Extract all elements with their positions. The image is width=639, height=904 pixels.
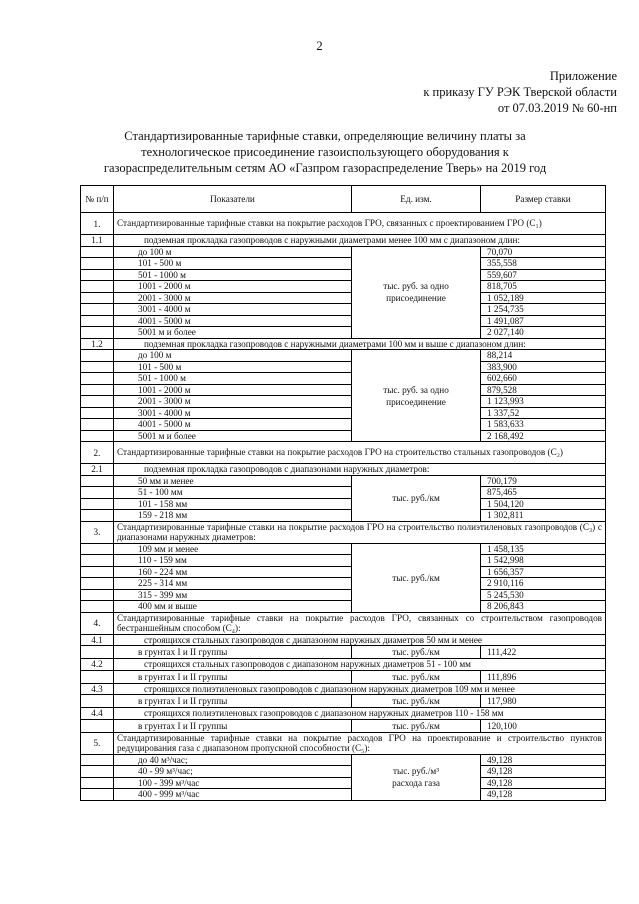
unit-line-1: тыс. руб./м³ [393,766,439,776]
empty-cell [81,646,114,659]
subsection-number: 1.2 [81,338,114,350]
unit-cell: тыс. руб. за одно присоединение [352,246,481,338]
subsection-number: 4.2 [81,659,114,671]
subsection-2-1 [81,464,606,476]
unit-cell: тыс. руб./км [352,543,481,612]
row-value: 111,422 [481,646,606,659]
subsection-number: 1.1 [81,235,114,247]
subsection-number: 4.4 [81,708,114,720]
subsection-4-2 [81,659,606,671]
row-name: 400 мм и выше [114,601,352,613]
row-value: 49,128 [481,789,606,801]
unit-cell: тыс. руб./км [352,695,481,708]
empty-cell [81,789,114,801]
empty-cell [81,292,114,304]
subsection-text: строящихся стальных газопроводов с диапазоном наружных диаметров 50 мм и менее [114,634,606,646]
empty-cell [81,777,114,789]
empty-cell [81,766,114,778]
row-value: 1 254,735 [481,304,606,316]
row-value: 117,980 [481,695,606,708]
empty-cell [81,510,114,522]
empty-cell [81,670,114,683]
table-row [81,419,606,431]
unit-cell: тыс. руб./км [352,670,481,683]
section-text: Стандартизированные тарифные ставки на покрытие расходов ГРО на строительство стальных газопроводов (C₂) [114,442,606,464]
row-name: в грунтах I и II группы [114,719,352,732]
table-body [81,213,606,801]
row-name: до 40 м³/час; [114,754,352,766]
unit-cell [352,754,481,800]
row-value: 49,128 [481,754,606,766]
row-name: в грунтах I и II группы [114,646,352,659]
row-value: 383,900 [481,361,606,373]
table-row [81,695,606,708]
section-5 [81,732,606,754]
table-row [81,754,606,766]
subsection-text: строящихся полиэтиленовых газопроводов с диапазоном наружных диаметров 109 мм и менее [114,683,606,695]
table-row [81,487,606,499]
row-value: 111,896 [481,670,606,683]
unit-cell: тыс. руб./км [352,719,481,732]
row-value: 120,100 [481,719,606,732]
row-value: 1 123,993 [481,396,606,408]
row-value: 1 542,998 [481,555,606,567]
section-3 [81,521,606,543]
empty-cell [81,269,114,281]
empty-cell [81,384,114,396]
table-row [81,246,606,258]
empty-cell [81,754,114,766]
empty-cell [81,555,114,567]
row-value: 1 583,633 [481,419,606,431]
unit-cell: тыс. руб./км [352,475,481,521]
row-value: 559,607 [481,269,606,281]
unit-cell: тыс. руб. за одно присоединение [352,350,481,442]
row-value: 355,558 [481,258,606,270]
table-row [81,384,606,396]
row-name: 101 - 158 мм [114,498,352,510]
row-name: 110 - 159 мм [114,555,352,567]
appendix-line-1: Приложение [549,69,617,83]
row-value: 8 206,843 [481,601,606,613]
table-row [81,498,606,510]
section-number: 2. [81,442,114,464]
header-no: № п/п [81,186,114,213]
row-name: 1001 - 2000 м [114,384,352,396]
row-name: 315 - 399 мм [114,589,352,601]
table-row [81,315,606,327]
empty-cell [81,430,114,442]
row-name: 2001 - 3000 м [114,292,352,304]
row-name: 501 - 1000 м [114,373,352,385]
row-name: 3001 - 4000 м [114,304,352,316]
section-number: 1. [81,213,114,235]
row-name: 101 - 500 м [114,258,352,270]
section-text: Стандартизированные тарифные ставки на покрытие расходов ГРО на проектирование и строительство пунктов редуцирования газа с диапазоном пропускной способности (C₅): [114,732,606,754]
table-row [81,430,606,442]
empty-cell [81,719,114,732]
header-indicator: Показатели [114,186,352,213]
subsection-number: 4.1 [81,634,114,646]
subsection-1-2 [81,338,606,350]
empty-cell [81,589,114,601]
empty-cell [81,361,114,373]
row-value: 2 910,116 [481,578,606,590]
table-row [81,670,606,683]
empty-cell [81,304,114,316]
empty-cell [81,419,114,431]
row-name: 4001 - 5000 м [114,315,352,327]
row-value: 1 656,357 [481,566,606,578]
empty-cell [81,373,114,385]
empty-cell [81,498,114,510]
empty-cell [81,315,114,327]
section-text: Стандартизированные тарифные ставки на покрытие расходов ГРО на строительство полиэтиленовых газопроводов (C₃) с диапазонами наружных диаметров: [114,521,606,543]
table-row [81,719,606,732]
section-1 [81,213,606,235]
appendix-line-2: к приказу ГУ РЭК Тверской области [423,85,617,99]
subsection-4-1 [81,634,606,646]
row-value: 2 027,140 [481,327,606,339]
row-name: 160 - 224 мм [114,566,352,578]
header-unit: Ед. изм. [352,186,481,213]
row-name: 1001 - 2000 м [114,281,352,293]
page-number: 2 [316,38,323,53]
row-name: 4001 - 5000 м [114,419,352,431]
table-row [81,601,606,613]
section-text: Стандартизированные тарифные ставки на покрытие расходов ГРО, связанных со строительством газопроводов бестраншейным способом (C₄): [114,612,606,634]
row-value: 818,705 [481,281,606,293]
empty-cell [81,566,114,578]
unit-cell: тыс. руб./км [352,646,481,659]
table-row [81,543,606,555]
table-row [81,373,606,385]
table-row [81,281,606,293]
row-name: 109 мм и менее [114,543,352,555]
row-value: 875,465 [481,487,606,499]
document-title [40,128,610,176]
empty-cell [81,258,114,270]
row-name: 501 - 1000 м [114,269,352,281]
empty-cell [81,578,114,590]
row-value: 2 168,492 [481,430,606,442]
title-line-3: газораспределительным сетям АО «Газпром газораспределение Тверь» на 2019 год [103,161,547,175]
appendix-header [423,68,617,116]
table-row [81,327,606,339]
row-name: 100 - 399 м³/час [114,777,352,789]
row-name: 51 - 100 мм [114,487,352,499]
tariff-table [80,185,606,801]
row-name: 5001 м и более [114,327,352,339]
row-name: 400 - 999 м³/час [114,789,352,801]
section-number: 3. [81,521,114,543]
row-name: в грунтах I и II группы [114,695,352,708]
row-value: 1 337,52 [481,407,606,419]
row-name: 3001 - 4000 м [114,407,352,419]
section-number: 5. [81,732,114,754]
title-line-2: технологическое присоединение газоиспользующего оборудования к [141,145,509,159]
empty-cell [81,407,114,419]
row-name: до 100 м [114,350,352,362]
table-row [81,789,606,801]
subsection-text: подземная прокладка газопроводов с диапазонами наружных диаметров: [114,464,606,476]
table-row [81,646,606,659]
table-header-row [81,186,606,213]
row-value: 602,660 [481,373,606,385]
subsection-4-3 [81,683,606,695]
row-name: 50 мм и менее [114,475,352,487]
subsection-1-1 [81,235,606,247]
table-row [81,766,606,778]
row-name: 159 - 218 мм [114,510,352,522]
table-row [81,589,606,601]
row-value: 1 458,135 [481,543,606,555]
row-name: 2001 - 3000 м [114,396,352,408]
table-row [81,350,606,362]
row-value: 5 245,530 [481,589,606,601]
subsection-4-4 [81,708,606,720]
row-name: в грунтах I и II группы [114,670,352,683]
empty-cell [81,350,114,362]
row-value: 879,528 [481,384,606,396]
section-2 [81,442,606,464]
empty-cell [81,246,114,258]
empty-cell [81,543,114,555]
empty-cell [81,487,114,499]
table-row [81,555,606,567]
appendix-line-3: от 07.03.2019 № 60-нп [497,101,617,115]
row-name: 40 - 99 м³/час; [114,766,352,778]
title-line-1: Стандартизированные тарифные ставки, определяющие величину платы за [124,129,526,143]
table-row [81,578,606,590]
row-value: 49,128 [481,766,606,778]
table-row [81,475,606,487]
subsection-text: подземная прокладка газопроводов с наружными диаметрами 100 мм и выше с диапазоном длин: [114,338,606,350]
row-name: 101 - 500 м [114,361,352,373]
row-value: 700,179 [481,475,606,487]
section-4 [81,612,606,634]
subsection-text: подземная прокладка газопроводов с наружными диаметрами менее 100 мм с диапазоном длин: [114,235,606,247]
row-value: 70,070 [481,246,606,258]
empty-cell [81,695,114,708]
header-rate: Размер ставки [481,186,606,213]
section-number: 4. [81,612,114,634]
empty-cell [81,281,114,293]
table-row [81,258,606,270]
table-row [81,396,606,408]
row-value: 1 302,811 [481,510,606,522]
subsection-number: 4.3 [81,683,114,695]
unit-line-2: расхода газа [392,778,440,788]
row-value: 1 504,120 [481,498,606,510]
empty-cell [81,601,114,613]
row-value: 49,128 [481,777,606,789]
table-row [81,407,606,419]
row-name: 5001 м и более [114,430,352,442]
empty-cell [81,396,114,408]
row-value: 88,214 [481,350,606,362]
table-row [81,510,606,522]
table-row [81,269,606,281]
table-row [81,777,606,789]
subsection-text: строящихся стальных газопроводов с диапазоном наружных диаметров 51 - 100 мм [114,659,606,671]
table-row [81,304,606,316]
row-value: 1 491,087 [481,315,606,327]
empty-cell [81,475,114,487]
section-text: Стандартизированные тарифные ставки на покрытие расходов ГРО, связанных с проектированием ГРО (C₁) [114,213,606,235]
empty-cell [81,327,114,339]
subsection-number: 2.1 [81,464,114,476]
subsection-text: строящихся полиэтиленовых газопроводов с диапазоном наружных диаметров 110 - 158 мм [114,708,606,720]
table-row [81,292,606,304]
row-value: 1 052,189 [481,292,606,304]
row-name: до 100 м [114,246,352,258]
table-row [81,566,606,578]
row-name: 225 - 314 мм [114,578,352,590]
table-row [81,361,606,373]
